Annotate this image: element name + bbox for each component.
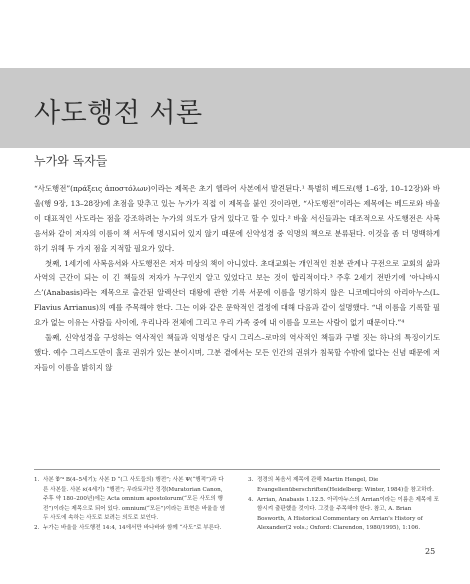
footnote-text: 사본 𝔓⁷⁴ B(4–5세기); 사본 D “(그 사도들의) 행전”; 사본 Ψ(“행적”)과 다른 사본들. 사본 א(4세기) “행전”; 무라토리안 정경(Muratorian Canon, 주후 약 180–200년)에는 Acta omnium apostolorum(“모든 사도의 행전”)이라는 제목으로 되어 있다. omnium(“모든”)이라는 표현은 바울을 염두 사도에 속하는 사도로 보려는 의도로 보인다. <box>43 477 226 522</box>
footnote-text: Arrian, Anabasis 1.12.5. 아리아누스의 Arrian이라는 이름은 제목에 포함시켜 출판했을 것이다. 그것을 주목해야 한다. 참고, A. Brian Bosworth, A Historical Commentary on Arrian's History of Alexander(2 vols.; Oxford: Clarendon, 1980/1995), 1:106. <box>257 496 439 532</box>
page-number: 25 <box>425 547 436 556</box>
footnote-divider <box>34 469 440 470</box>
paragraph: 첫째, 1세기에 사복음서와 사도행전은 저자 미상의 책이 아니었다. 초대교회는 개인적인 친분 관계나 구전으로 교회의 삶과 사역의 근간이 되는 이 긴 책들의 저자가 누구인지 알고 있었다고 보는 것이 합리적이다.³ 주후 2세기 전반기에 ‘아나바시스’(Anabasis)라는 제목으로 출간된 알렉산더 대왕에 관한 기록 서문에 이름을 명기하지 않은 니코메디아의 아리아누스(L. Flavius Arrianus)의 예를 주목해야 한다. 그는 이와 같은 문학적인 결정에 대해 다음과 같이 설명했다. “내 이름을 기록할 필요가 없는 이유는 사람들 사이에, 우리나라 전체에 그리고 우리 가족 중에 내 이름을 모르는 사람이 없기 때문이다.”⁴ <box>34 258 440 328</box>
footnote-number: 1. <box>34 477 40 483</box>
paragraph: “사도행전”(πράξεις ἀποστόλων)이라는 제목은 초기 헬라어 사본에서 발견된다.¹ 특별히 베드로(행 1–6장, 10–12장)와 바울(행 9장, 13–28장)에 초점을 맞추고 있는 누가가 직접 이 제목을 붙인 것이라면, “사도행전”이라는 제목에는 베드로와 바울이 대표적인 사도라는 점을 강조하려는 누가의 의도가 담겨 있다고 할 수 있다.² 바울 서신들과는 대조적으로 사도행전은 사복음서와 같이 저자의 이름이 책 서두에 명시되어 있지 않기 때문에 신약성경 중 익명의 책으로 분류된다. 이것을 좀 더 명백하게 하기 위해 두 가지 점을 지적할 필요가 있다. <box>34 184 440 253</box>
footnote <box>248 496 440 534</box>
section-heading: 누가와 독자들 <box>34 154 108 168</box>
footnotes-right-column <box>248 476 440 535</box>
footnote <box>34 524 226 534</box>
footnote <box>248 476 440 495</box>
footnotes <box>34 476 440 535</box>
footnote-text: 누가는 바울을 사도행전 14:4, 14에서만 바나바와 함께 “사도”로 부른다. <box>43 525 222 532</box>
footnote-number: 2. <box>34 525 40 532</box>
footnote-text: 정경의 복음서 제목에 관해 Martin Hengel, Die Evangelienüberschriften(Heidelberg: Winter, 1984)을 참고하라. <box>257 477 434 493</box>
footnote <box>34 476 226 524</box>
body-text <box>34 182 440 376</box>
footnote-number: 4. <box>248 496 254 503</box>
paragraph: 둘째, 신약성경을 구성하는 역사적인 책들과 익명성은 당시 그리스–로마의 역사적인 책들과 구별 짓는 하나의 특징이기도 했다. 예수 그리스도만이 홀로 권위가 있는 분이시며, 그분 곁에서는 모든 인간의 권위가 침묵할 수밖에 없다는 신념 때문에 저자들이 이름을 밝히지 않 <box>34 333 440 372</box>
footnotes-left-column <box>34 476 226 535</box>
chapter-title: 사도행전 서론 <box>34 98 203 129</box>
footnote-number: 3. <box>248 477 254 483</box>
